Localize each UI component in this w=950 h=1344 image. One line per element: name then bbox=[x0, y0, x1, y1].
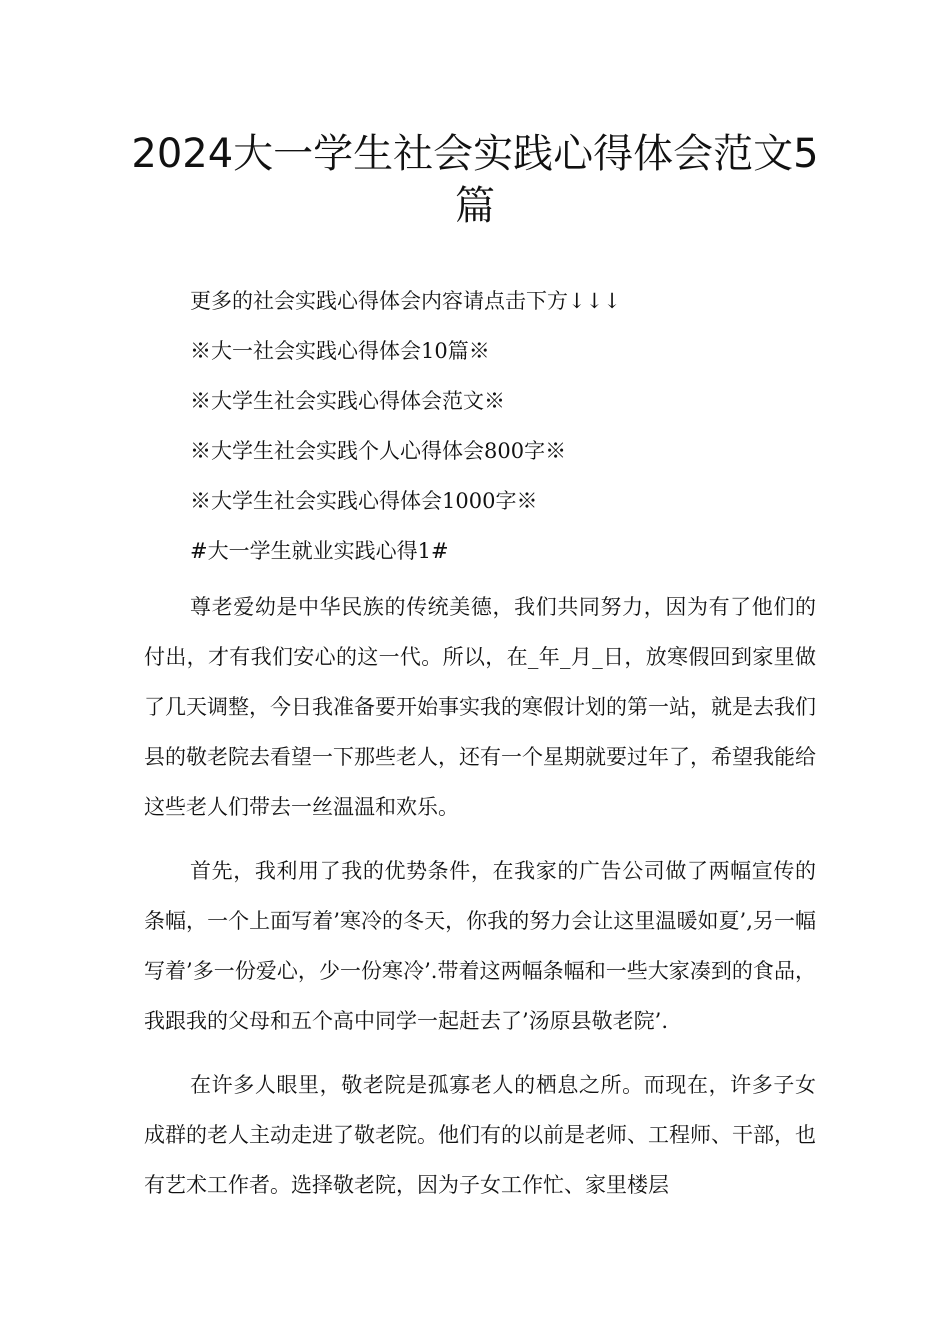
intro-line: 更多的社会实践心得体会内容请点击下方↓↓↓ bbox=[190, 289, 621, 313]
intro-link[interactable]: ※大一社会实践心得体会10篇※ bbox=[190, 339, 490, 363]
intro-link[interactable]: ※大学生社会实践个人心得体会800字※ bbox=[190, 439, 567, 463]
body-paragraph: 首先，我利用了我的优势条件，在我家的广告公司做了两幅宣传的条幅，一个上面写着’寒冷的冬天，你我的努力会让这里温暖如夏’,另一幅写着’多一份爱心，少一份寒冷’.带着这两幅条幅和一些大家凑到的食品，我跟我的父母和五个高中同学一起赶去了’汤原县敬老院’. bbox=[144, 859, 816, 1033]
body-paragraph: 在许多人眼里，敬老院是孤寡老人的栖息之所。而现在，许多子女成群的老人主动走进了敬老院。他们有的以前是老师、工程师、干部，也有艺术工作者。选择敬老院，因为子女工作忙、家里楼层 bbox=[144, 1073, 816, 1197]
body-paragraph: 尊老爱幼是中华民族的传统美德，我们共同努力，因为有了他们的付出，才有我们安心的这一代。所以，在_年_月_日，放寒假回到家里做了几天调整，今日我准备要开始事实我的寒假计划的第一站，就是去我们县的敬老院去看望一下那些老人，还有一个星期就要过年了，希望我能给这些老人们带去一丝温温和欢乐。 bbox=[144, 595, 816, 819]
section-heading: #大一学生就业实践心得1# bbox=[190, 539, 449, 563]
document-title: 2024大一学生社会实践心得体会范文5篇 bbox=[131, 131, 819, 229]
intro-link[interactable]: ※大学生社会实践心得体会范文※ bbox=[190, 389, 505, 413]
document-body bbox=[144, 282, 816, 1210]
intro-link[interactable]: ※大学生社会实践心得体会1000字※ bbox=[190, 489, 538, 513]
